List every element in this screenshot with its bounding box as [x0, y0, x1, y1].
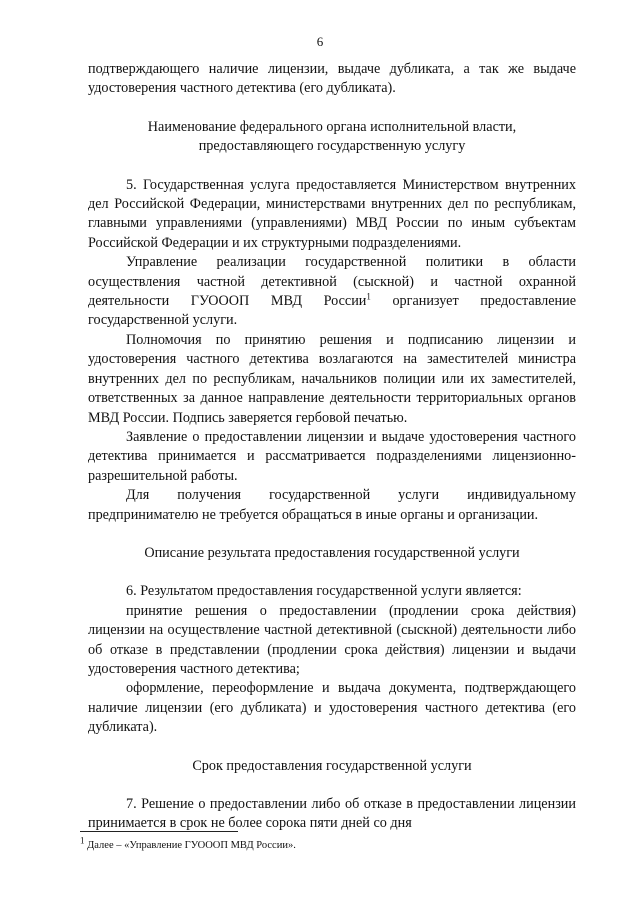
- section-heading-line-2: предоставляющего государственную услугу: [198, 138, 466, 155]
- section-heading-term: [88, 757, 576, 776]
- paragraph-6: 6. Результатом предоставления государственной услуги является:: [126, 583, 522, 600]
- paragraph-management-tail: организует предоставление государственной услуги.: [88, 293, 576, 329]
- paragraph-decision: принятие решения о предоставлении (продлении срока действия) лицензии на осуществление частной детективной (сыскной) деятельности либо об отказе в представлении (продлении срока действия) лицензии и выдачи удостоверения частного детектива;: [88, 602, 576, 677]
- paragraph-continuation: подтверждающего наличие лицензии, выдаче дубликата, а так же выдаче удостоверения частного детектива (его дубликата).: [88, 61, 576, 97]
- section-heading-term-text: Срок предоставления государственной услуги: [192, 757, 472, 774]
- paragraph-management: [88, 253, 576, 331]
- footnote-divider: [80, 831, 238, 832]
- paragraph-5: 5. Государственная услуга предоставляется Министерством внутренних дел Российской Федерации, министерствами внутренних дел по республикам, главными управлениями (управлениями) МВД России по иным субъектам Российской Федерации и их структурными подразделениями.: [88, 176, 576, 251]
- footnote: [80, 835, 296, 852]
- footnote-marker: 1: [80, 835, 85, 846]
- section-heading-line-1: Наименование федерального органа исполнительной власти,: [147, 118, 517, 135]
- footnote-reference: 1: [366, 291, 371, 302]
- paragraph-issuance: оформление, переоформление и выдача документа, подтверждающего наличие лицензии (его дубликата) и удостоверения частного детектива (его дубликата).: [88, 680, 576, 736]
- section-heading-result-text: Описание результата предоставления государственной услуги: [144, 544, 520, 561]
- section-heading-authority: [88, 118, 576, 157]
- section-heading-result: [88, 544, 576, 563]
- paragraph-application: Заявление о предоставлении лицензии и выдаче удостоверения частного детектива принимается и рассматривается подразделениями лицензионно-разрешительной работы.: [88, 428, 576, 484]
- page-number: 6: [316, 34, 324, 49]
- footnote-text: Далее – «Управление ГУОООП МВД России».: [84, 840, 296, 851]
- paragraph-management-text: Управление реализации государственной политики в области осуществления частной детективной (сыскной) и частной охранной деятельности ГУОООП МВД России: [88, 254, 576, 310]
- paragraph-7: 7. Решение о предоставлении либо об отказе в предоставлении лицензии принимается в срок не более сорока пяти дней со дня: [88, 796, 576, 832]
- page-body: [88, 60, 576, 834]
- paragraph-authority: Полномочия по принятию решения и подписанию лицензии и удостоверения частного детектива возлагаются на заместителей министра внутренних дел по республикам, начальников полиции или их заместителей, ответственных за данное направление деятельности территориальных органов МВД России. Подпись заверяется гербовой печатью.: [88, 331, 576, 426]
- paragraph-no-other-bodies: Для получения государственной услуги индивидуальному предпринимателю не требуется обращаться в иные органы и организации.: [88, 487, 576, 523]
